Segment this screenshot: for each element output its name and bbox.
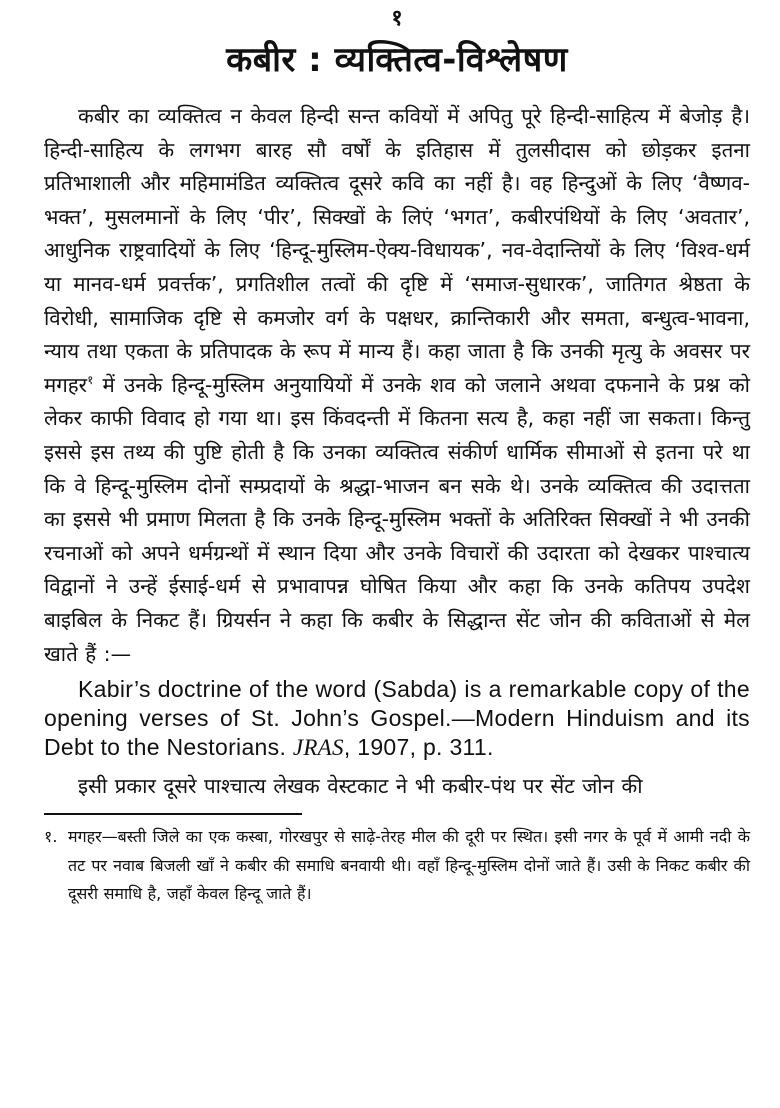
page-number: १ [391, 6, 403, 31]
body-paragraph-1 [44, 100, 750, 671]
paragraph-text-continued: में उनके हिन्दू-मुस्लिम अनुयायियों में उनके शव को जलाने अथवा दफनाने के प्रश्न को लेकर काफी विवाद हो गया था। इस किंवदन्ती में कितना सत्य है, कहा नहीं जा सकता। किन्तु इससे इस तथ्य की पुष्टि होती है कि उनका व्यक्तित्व संकीर्ण धार्मिक सीमाओं से इतना परे था कि वे हिन्दू-मुस्लिम दोनों सम्प्रदायों के श्रद्धा-भाजन बन सके थे। उनके व्यक्तित्व की उदात्तता का इससे भी प्रमाण मिलता है कि उनके हिन्दू-मुस्लिम भक्तों के अतिरिक्त सिक्खों ने भी उनकी रचनाओं को अपने धर्मग्रन्थों में स्थान दिया और उनके विचारों की उदारता को देखकर पाश्चात्य विद्वानों ने उन्हें ईसाई-धर्म से प्रभावापन्न घोषित किया और कहा कि उनके कतिपय उपदेश बाइबिल के निकट हैं। ग्रियर्सन ने कहा कि कबीर के सिद्धान्त सेंट जोन की कविताओं से मेल खाते हैं :— [44, 372, 750, 666]
footnote-marker: १. [44, 827, 58, 847]
footnote [44, 823, 750, 909]
body-paragraph-2: इसी प्रकार दूसरे पाश्चात्य लेखक वेस्टकाट ने भी कबीर-पंथ पर सेंट जोन की [78, 774, 643, 799]
footnote-divider [44, 813, 302, 815]
paragraph-text: कबीर का व्यक्तित्व न केवल हिन्दी सन्त कवियों में अपितु पूरे हिन्दी-साहित्य में बेजोड़ है। हिन्दी-साहित्य के लगभग बारह सौ वर्षों के इतिहास में तुलसीदास को छोड़कर इतना प्रतिभाशाली और महिमामंडित व्यक्तित्व दूसरे कवि का नहीं है। वह हिन्दुओं के लिए ‘वैष्णव-भक्त’, मुसलमानों के लिए ‘पीर’, सिक्खों के लिएं ‘भगत’, कबीरपंथियों के लिए ‘अवतार’, आधुनिक राष्ट्रवादियों के लिए ‘हिन्दू-मुस्लिम-ऐक्य-विधायक’, नव-वेदान्तियों के लिए ‘विश्व-धर्म या मानव-धर्म प्रवर्त्तक’, प्रगतिशील तत्वों की दृष्टि में ‘समाज-सुधारक’, जातिगत श्रेष्ठता के विरोधी, सामाजिक दृष्टि से कमजोर वर्ग के पक्षधर, क्रान्तिकारी और समता, बन्धुत्व-भावना, न्याय तथा एकता के प्रतिपादक के रूप में मान्य हैं। कहा जाता है कि उनकी मृत्यु के अवसर पर मगहर [44, 104, 750, 397]
footnote-reference: १ [87, 372, 94, 387]
quote-text: Kabir’s doctrine of the word (Sabda) is a remarkable copy of the opening verses of St. John’s Gospel.—Modern Hinduism and its Debt to the Nestorians. [44, 676, 750, 761]
footnote-text: मगहर—बस्ती जिले का एक कस्बा, गोरखपुर से साढ़े-तेरह मील की दूरी पर स्थित। इसी नगर के पूर्व में आमी नदी के तट पर नवाब बिजली खाँ ने कबीर की समाधि बनवायी थी। वहाँ हिन्दू-मुस्लिम दोनों जाते हैं। उसी के निकट कबीर की दूसरी समाधि है, जहाँ केवल हिन्दू जाते हैं। [68, 827, 750, 904]
quote-citation: , 1907, p. 311. [343, 734, 494, 761]
english-quotation [44, 675, 750, 762]
journal-name: JRAS [292, 735, 344, 761]
chapter-title: कबीर : व्यक्तित्व-विश्लेषण [226, 40, 568, 80]
